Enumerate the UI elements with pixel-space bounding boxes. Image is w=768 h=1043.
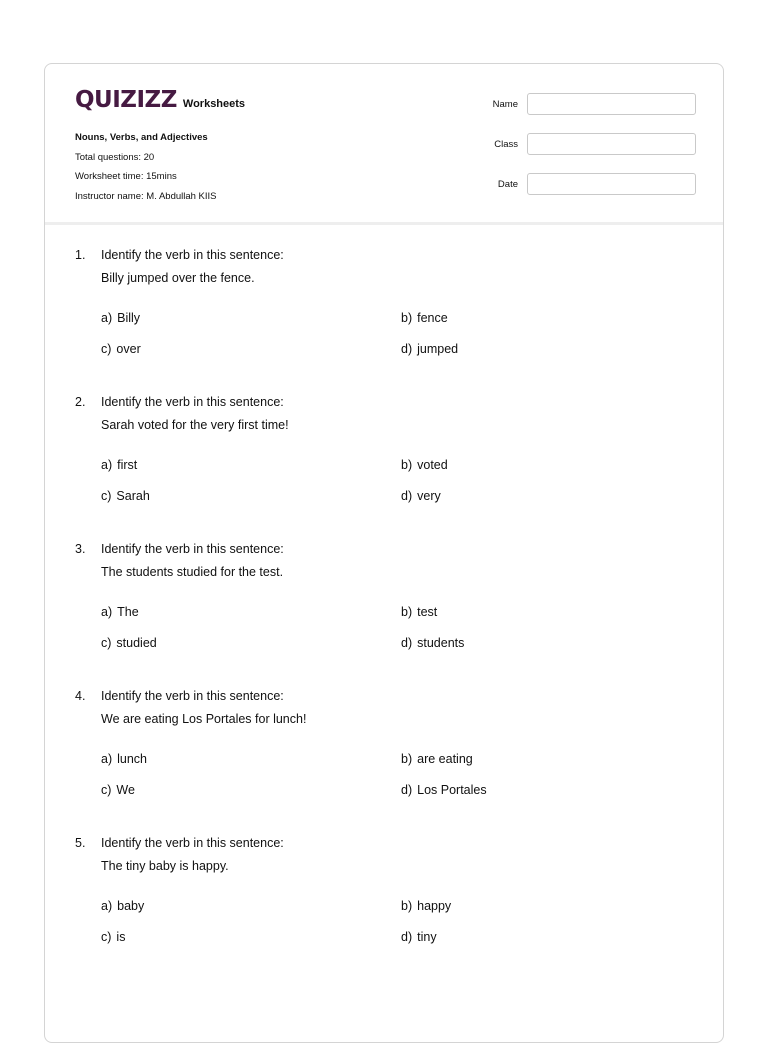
- question-5: [75, 836, 723, 983]
- question-2: [75, 395, 723, 542]
- worksheet-title: Nouns, Verbs, and Adjectives: [75, 132, 208, 143]
- date-label: Date: [497, 178, 518, 190]
- option-text: We: [116, 783, 135, 797]
- option-letter: a): [101, 899, 113, 913]
- option-letter: d): [401, 783, 413, 797]
- option-b[interactable]: [401, 752, 473, 766]
- worksheet-page: [44, 63, 724, 1043]
- option-letter: d): [401, 930, 413, 944]
- option-letter: d): [401, 342, 413, 356]
- option-c[interactable]: [101, 783, 135, 797]
- student-fields: [445, 92, 696, 212]
- option-b[interactable]: [401, 899, 451, 913]
- question-number: 2.: [75, 395, 86, 409]
- option-text: Billy: [117, 311, 141, 325]
- option-text: fence: [417, 311, 448, 325]
- option-text: happy: [417, 899, 452, 913]
- question-sentence: We are eating Los Portales for lunch!: [101, 712, 307, 726]
- question-sentence: Sarah voted for the very first time!: [101, 418, 289, 432]
- question-prompt: Identify the verb in this sentence:: [101, 395, 284, 409]
- instructor-name: Instructor name: M. Abdullah KIIS: [75, 190, 217, 202]
- option-b[interactable]: [401, 605, 437, 619]
- option-letter: a): [101, 605, 113, 619]
- option-c[interactable]: [101, 489, 150, 503]
- option-d[interactable]: [401, 930, 437, 944]
- name-field-row: [445, 92, 696, 116]
- option-c[interactable]: [101, 342, 141, 356]
- name-input[interactable]: [527, 93, 696, 115]
- option-a[interactable]: [101, 458, 137, 472]
- option-text: tiny: [417, 930, 437, 944]
- option-text: jumped: [417, 342, 459, 356]
- option-text: are eating: [417, 752, 473, 766]
- option-b[interactable]: [401, 458, 448, 472]
- class-input[interactable]: [527, 133, 696, 155]
- question-4: [75, 689, 723, 836]
- class-label: Class: [494, 138, 518, 150]
- option-text: test: [417, 605, 438, 619]
- option-letter: b): [401, 311, 413, 325]
- question-list: [75, 248, 723, 983]
- question-sentence: The students studied for the test.: [101, 565, 284, 579]
- option-letter: d): [401, 636, 413, 650]
- option-text: first: [117, 458, 138, 472]
- question-sentence: The tiny baby is happy.: [101, 859, 229, 873]
- option-d[interactable]: [401, 636, 464, 650]
- option-d[interactable]: [401, 342, 458, 356]
- option-letter: c): [101, 342, 112, 356]
- quizizz-logo: QUIZIZZ: [75, 87, 177, 113]
- option-letter: b): [401, 605, 413, 619]
- question-prompt: Identify the verb in this sentence:: [101, 689, 284, 703]
- option-d[interactable]: [401, 489, 441, 503]
- question-number: 3.: [75, 542, 86, 556]
- worksheet-header: [45, 64, 723, 225]
- option-c[interactable]: [101, 930, 125, 944]
- question-3: [75, 542, 723, 689]
- option-letter: c): [101, 636, 112, 650]
- brand: [75, 87, 245, 113]
- date-field-row: [445, 172, 696, 196]
- question-prompt: Identify the verb in this sentence:: [101, 248, 284, 262]
- question-1: [75, 248, 723, 395]
- option-text: is: [116, 930, 126, 944]
- worksheet-time: Worksheet time: 15mins: [75, 171, 177, 182]
- name-label: Name: [492, 98, 518, 110]
- question-prompt: Identify the verb in this sentence:: [101, 542, 284, 556]
- option-letter: c): [101, 930, 112, 944]
- class-field-row: [445, 132, 696, 156]
- option-text: Los Portales: [417, 783, 487, 797]
- option-text: over: [116, 342, 141, 356]
- option-letter: c): [101, 489, 112, 503]
- option-letter: d): [401, 489, 413, 503]
- total-questions: Total questions: 20: [75, 151, 155, 163]
- option-a[interactable]: [101, 899, 144, 913]
- option-a[interactable]: [101, 311, 140, 325]
- option-text: lunch: [117, 752, 148, 766]
- brand-tag: Worksheets: [182, 98, 246, 110]
- option-a[interactable]: [101, 752, 147, 766]
- option-text: students: [417, 636, 465, 650]
- option-text: baby: [117, 899, 145, 913]
- option-d[interactable]: [401, 783, 487, 797]
- option-c[interactable]: [101, 636, 157, 650]
- option-letter: b): [401, 458, 413, 472]
- option-text: voted: [417, 458, 448, 472]
- worksheet-meta: [75, 128, 217, 206]
- option-text: studied: [116, 636, 157, 650]
- question-sentence: Billy jumped over the fence.: [101, 271, 255, 285]
- option-text: Sarah: [116, 489, 150, 503]
- option-letter: b): [401, 752, 413, 766]
- option-letter: a): [101, 458, 113, 472]
- option-letter: a): [101, 311, 113, 325]
- option-b[interactable]: [401, 311, 448, 325]
- option-letter: a): [101, 752, 113, 766]
- option-letter: b): [401, 899, 413, 913]
- date-input[interactable]: [527, 173, 696, 195]
- option-a[interactable]: [101, 605, 139, 619]
- question-prompt: Identify the verb in this sentence:: [101, 836, 284, 850]
- option-text: very: [417, 489, 441, 503]
- option-text: The: [117, 605, 139, 619]
- option-letter: c): [101, 783, 112, 797]
- question-number: 1.: [75, 248, 86, 262]
- question-number: 4.: [75, 689, 86, 703]
- question-number: 5.: [75, 836, 86, 850]
